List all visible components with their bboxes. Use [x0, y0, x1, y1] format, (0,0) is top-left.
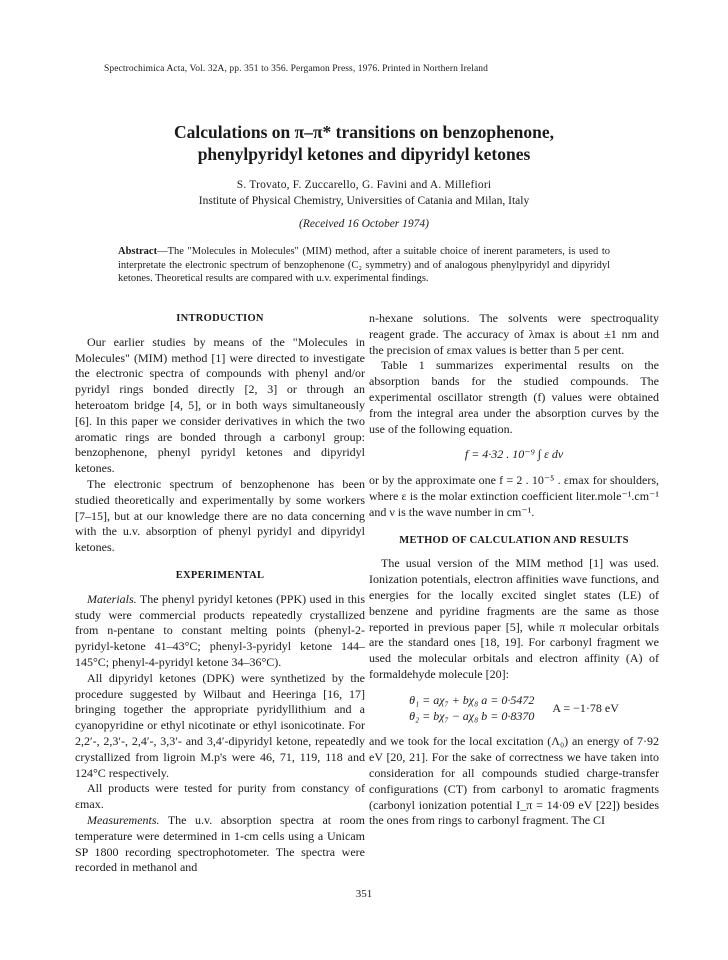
received-date	[60, 218, 668, 230]
electron-affinity-value: A = −1·78 eV	[552, 700, 619, 715]
approximation-paragraph: or by the approximate one f = 2 . 10⁻⁵ . εmax for shoulders, where ε is the molar extinction coefficient liter.mole⁻¹.cm⁻¹ and ν is the wave number in cm⁻¹.	[369, 473, 659, 519]
received-text: (Received 16 October 1974)	[299, 218, 429, 230]
abstract	[118, 245, 610, 286]
table-summary-paragraph: Table 1 summarizes experimental results on the absorption bands for the studied compounds. The experimental oscillator strength (f) values were obtained from the integral area under the absorption curves by the use of the following equation.	[369, 358, 659, 436]
measurements-text: The u.v. absorption spectra at room temperature were determined in 1-cm cells using a Unicam SP 1800 recording spectrophotometer. The spectra were recorded in methanol and	[75, 812, 365, 875]
oscillator-strength-equation: f = 4·32 . 10⁻⁹ ∫ ε dν	[464, 447, 564, 462]
purity-paragraph: All products were tested for purity from constancy of εmax.	[75, 781, 365, 812]
abstract-text: —The "Molecules in Molecules" (MIM) method, after a suitable choice of inerent parameters, is used to interpretate the electronic spectrum of benzophenone (C₂ symmetry) and of analogous phenylpyridyl and dipyridyl ketones. Theoretical results are compared with u.v. experimental findings.	[118, 246, 610, 284]
article-title-line-2: phenylpyridyl ketones and dipyridyl ketones	[197, 144, 531, 164]
authors: S. Trovato, F. Zuccarello, G. Favini and A. Millefiori	[236, 179, 492, 191]
method-heading: METHOD OF CALCULATION AND RESULTS	[399, 534, 629, 546]
excitation-paragraph: and we took for the local excitation (Λ₀) an energy of 7·92 eV [20, 21]. For the sake of correctness we have taken into consideration for all compounds studied charge-transfer configurations (CT) from carbonyl to aromatic fragments (carbonyl ionization potential I_π = 14·09 eV [22]) besides the ones from rings to carbonyl fragment. The CI	[369, 734, 659, 828]
introduction-heading: INTRODUCTION	[176, 313, 264, 324]
left-column	[75, 311, 365, 876]
measurements-paragraph	[75, 813, 365, 876]
solvents-paragraph: n-hexane solutions. The solvents were spectroquality reagent grade. The accuracy of λmax is about ±1 nm and the precision of εmax values is better than 5 per cent.	[369, 311, 659, 357]
page-number: 351	[355, 888, 373, 900]
running-head: Spectrochimica Acta, Vol. 32A, pp. 351 to 356. Pergamon Press, 1976. Printed in Northern Ireland	[104, 64, 489, 74]
materials-label: Materials.	[87, 591, 137, 606]
article-title-line-1: Calculations on π–π* transitions on benzophenone,	[174, 122, 554, 142]
orbital-equations	[369, 693, 659, 725]
right-column	[369, 311, 659, 829]
intro-paragraph-2: The electronic spectrum of benzophenone has been studied theoretically and experimentally by some workers [7–15], but at our knowledge there are no data concerning with the u.v. absorption of phenyl pyridyl and dipyridyl ketones.	[75, 476, 365, 555]
orbital-equation-1: θ₁ = aχ₇ + bχ₈ a = 0·5472	[409, 692, 535, 707]
abstract-label: Abstract	[118, 246, 158, 257]
measurements-label: Measurements.	[87, 812, 160, 827]
experimental-heading: EXPERIMENTAL	[175, 569, 265, 581]
dpk-paragraph: All dipyridyl ketones (DPK) were synthetized by the procedure suggested by Wilbaut and Heeringa [16, 17] bringing together the appropriate pyridyllithium and a cyanopyridine or ethyl nicotinate or ethyl isonicotinate. For 2,2′-, 2,3′-, 2,4′-, 3,3′- and 3,4′-dipyridyl ketone, repeatedly crystallized from ligroin M.p's were 46, 71, 119, 118 and 124°C respectively.	[75, 670, 365, 780]
orbital-equation-2: θ₂ = bχ₇ − aχ₈ b = 0·8370	[409, 708, 535, 723]
method-paragraph: The usual version of the MIM method [1] was used. Ionization potentials, electron affinities wave functions, and energies for the locally excited singlet states (LE) of benzene and pyridine fragments are the same as those reported in previous paper [5], while π molecular orbitals are the standard ones [18, 19]. For carbonyl fragment we used the molecular orbitals and electron affinity (A) of formaldehyde molecule [20]:	[369, 556, 659, 681]
intro-paragraph-1: Our earlier studies by means of the "Molecules in Molecules" (MIM) method [1] were directed to investigate the electronic spectra of compounds with phenyl and/or pyridyl rings bonded directly [2, 3] or through an heteroatom bridge [4, 5], or in both ways simultaneously [6]. In this paper we consider derivatives in which the two aromatic rings are bonded through a carbonyl group: benzophenone, phenyl pyridyl ketones and dipyridyl ketones.	[75, 334, 365, 476]
materials-text: The phenyl pyridyl ketones (PPK) used in this study were commercial products repeatedly crystallized from n-pentane to constant melting points (phenyl-2-pyridyl-ketone 41–43°C; phenyl-3-pyridyl ketone 144–145°C; phenyl-4-pyridyl ketone 34–36°C).	[75, 591, 365, 669]
affiliation: Institute of Physical Chemistry, Universities of Catania and Milan, Italy	[198, 195, 530, 207]
materials-paragraph	[75, 592, 365, 671]
